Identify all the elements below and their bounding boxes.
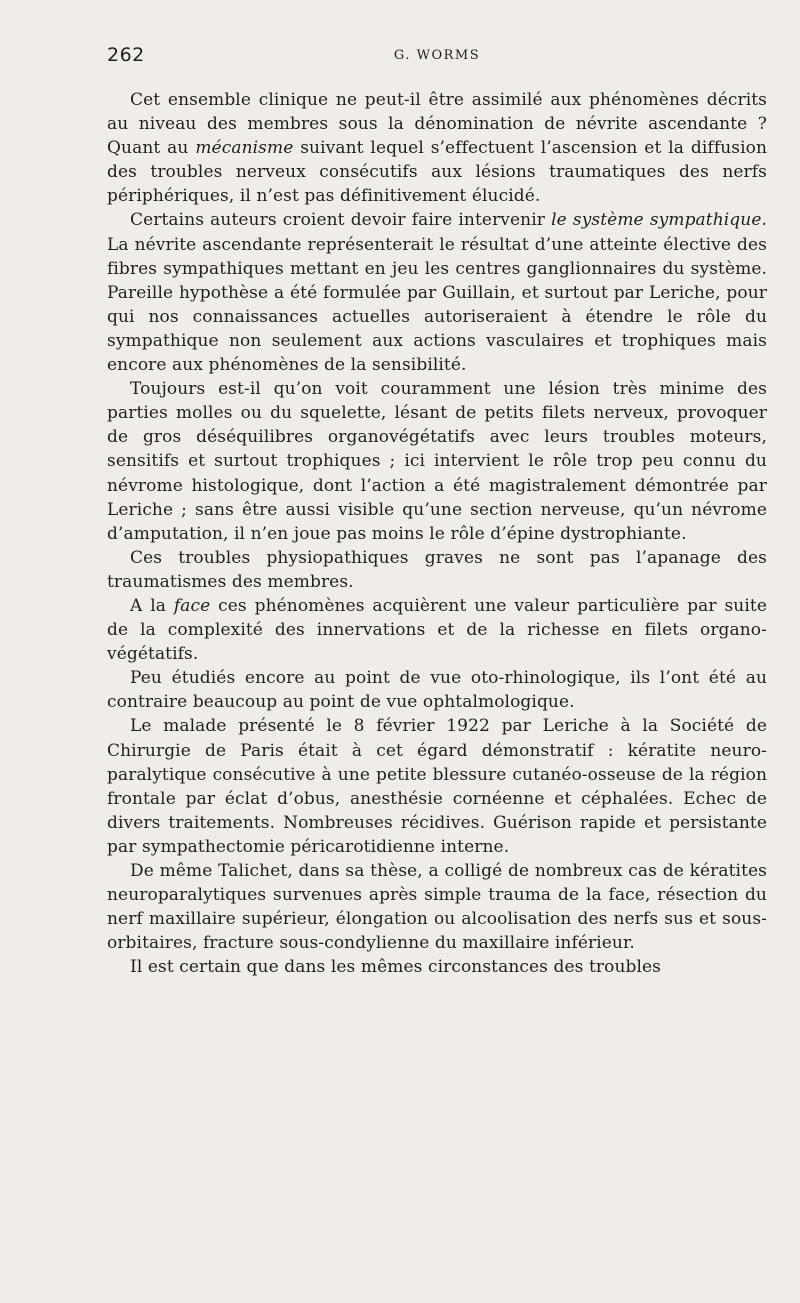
paragraph: [107, 666, 767, 714]
italic-text: mécanisme: [195, 138, 294, 159]
page-number: 262: [107, 44, 145, 66]
paragraph: [107, 377, 767, 546]
italic-text: le système sympathique.: [551, 210, 767, 231]
running-head: G. WORMS: [393, 48, 481, 63]
text-run: Certains auteurs croient devoir faire intervenir: [130, 210, 552, 231]
paragraph: [107, 546, 767, 594]
body-text: [107, 88, 767, 979]
text-run: ces phénomènes acquièrent une valeur particulière par suite de la complexité des innervations et de la richesse en filets organo-végétatifs.: [107, 595, 767, 665]
text-run: Ces troubles physiopathiques graves ne sont pas l’apanage des traumatismes des membres.: [107, 547, 767, 592]
text-run: Cet ensemble clinique ne peut-il être assimilé aux phénomènes décrits au niveau des membres sous la dénomination de névrite ascendante ? Quant au: [107, 90, 767, 159]
text-run: Peu étudiés encore au point de vue oto-rhinologique, ils l’ont été au contraire beaucoup au point de vue ophtalmologique.: [107, 668, 767, 713]
paragraph: [107, 88, 767, 208]
page-header: [107, 44, 767, 74]
paragraph: [107, 594, 767, 666]
text-run: Il est certain que dans les mêmes circonstances des troubles: [130, 957, 661, 978]
paragraph: [107, 208, 767, 377]
paragraph: [107, 714, 767, 859]
paragraph: [107, 955, 767, 979]
text-run: Toujours est-il qu’on voit couramment une lésion très minime des parties molles ou du squelette, lésant de petits filets nerveux, provoquer de gros déséquilibres organovégétatifs avec leurs troubles moteurs, sensitifs et surtout trophiques ; ici intervient le rôle trop peu connu du névrome histologique, dont l’action a été magistralement démontrée par Leriche ; sans être aussi visible qu’une section nerveuse, qu’un névrome d’amputation, il n’en joue pas moins le rôle d’épine dystrophiante.: [107, 379, 767, 544]
paragraph: [107, 859, 767, 955]
text-run: suivant lequel s’effectuent l’ascension et la diffusion des troubles nerveux consécutifs aux lésions traumatiques des nerfs périphériques, il n’est pas définitivement élucidé.: [107, 138, 768, 207]
italic-text: face: [173, 595, 211, 616]
text-run: Le malade présenté le 8 février 1922 par Leriche à la Société de Chirurgie de Paris était à cet égard démonstratif : kératite neuro-paralytique consécutive à une petite blessure cutanéo-osseuse de la région frontale par éclat d’obus, anesthésie cornéenne et céphalées. Echec de divers traitements. Nombreuses récidives. Guérison rapide et persistante par sympathectomie péricarotidienne interne.: [107, 716, 767, 857]
text-run: A la: [130, 595, 174, 616]
text-run: La névrite ascendante représenterait le résultat d’une atteinte élective des fibres sympathiques mettant en jeu les centres ganglionnaires du système. Pareille hypothèse a été formulée par Guillain, et surtout par Leriche, pour qui nos connaissances actuelles autoriseraient à étendre le rôle du sympathique non seulement aux actions vasculaires et trophiques mais encore aux phénomènes de la sensibilité.: [107, 234, 767, 376]
text-run: De même Talichet, dans sa thèse, a colligé de nombreux cas de kératites neuroparalytiques survenues après simple trauma de la face, résection du nerf maxillaire supérieur, élongation ou alcoolisation des nerfs sus et sous-orbitaires, fracture sous-condylienne du maxillaire inférieur.: [107, 861, 767, 954]
